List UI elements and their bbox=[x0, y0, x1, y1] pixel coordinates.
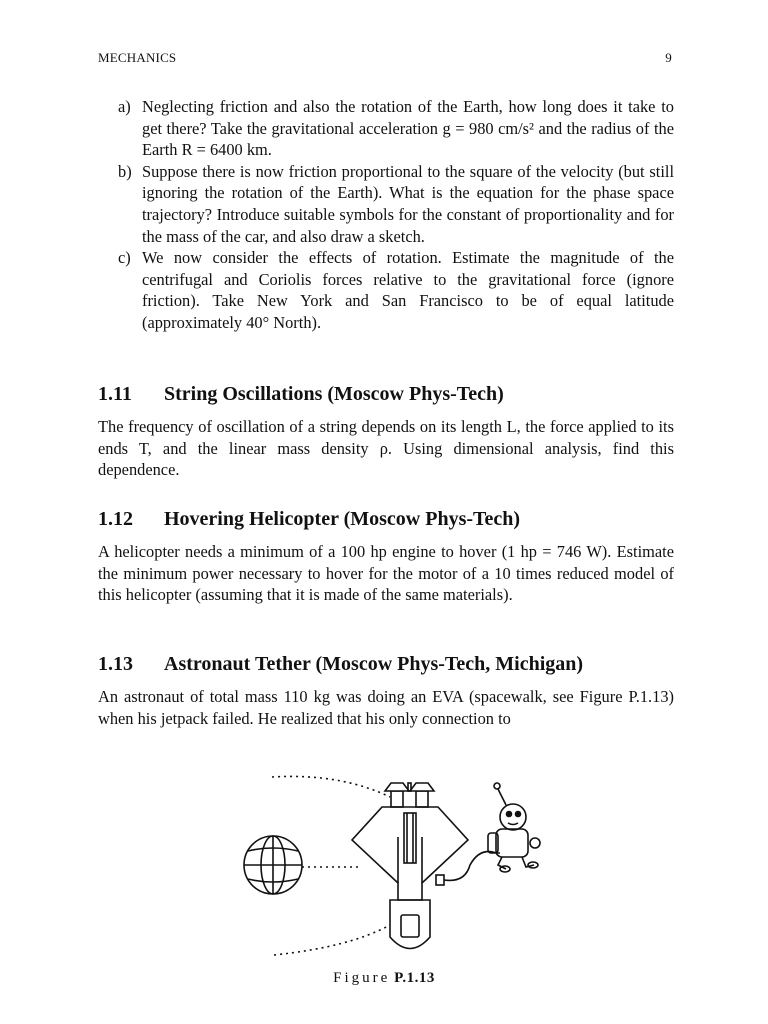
caption-label: Figure bbox=[333, 970, 391, 986]
section-number: 1.12 bbox=[98, 508, 133, 530]
section-1-11 bbox=[98, 380, 674, 481]
section-number: 1.13 bbox=[98, 653, 133, 675]
question-label: b) bbox=[118, 161, 132, 181]
figure-astronaut-tether bbox=[200, 765, 620, 965]
question-text: Neglecting friction and also the rotation of the Earth, how long does it take to get there? Take the gravitational acceleration g = 980 cm/s² and the radius of the Earth R = 6400 km. bbox=[142, 97, 674, 160]
section-body: The frequency of oscillation of a string depends on its length L, the force applied to its ends T, and the linear mass density ρ. Using dimensional analysis, find this dependence. bbox=[98, 417, 674, 480]
section-number: 1.11 bbox=[98, 383, 132, 405]
section-1-13 bbox=[98, 650, 674, 729]
running-head bbox=[98, 50, 672, 66]
question-text: Suppose there is now friction proportional to the square of the velocity (but still ignoring the rotation of the Earth). What is the equation for the phase space trajectory? Introduce suitable symbols for the constant of proportionality and for the mass of the car, and also draw a sketch. bbox=[142, 161, 674, 246]
section-heading bbox=[98, 380, 674, 408]
question-text: We now consider the effects of rotation. Estimate the magnitude of the centrifugal and Coriolis forces relative to the gravitational force (ignore friction). Take New York and San Francisco to be of equal latitude (approximately 40° North). bbox=[142, 248, 674, 332]
earth-globe-icon bbox=[244, 836, 302, 894]
section-body: An astronaut of total mass 110 kg was doing an EVA (spacewalk, see Figure P.1.13) when his jetpack failed. He realized that his only connection to bbox=[98, 687, 674, 728]
astronaut-icon bbox=[488, 783, 540, 872]
running-head-title: MECHANICS bbox=[98, 50, 177, 65]
question-item-a bbox=[100, 96, 674, 161]
orbit-path bbox=[274, 925, 390, 955]
section-heading bbox=[98, 505, 674, 533]
section-body: A helicopter needs a minimum of a 100 hp engine to hover (1 hp = 746 W). Estimate the minimum power necessary to hover for the motor of a 10 times reduced model of this helicopter (assuming that it is made of the same materials). bbox=[98, 542, 674, 605]
orbit-path bbox=[272, 776, 390, 797]
question-item-c bbox=[100, 247, 674, 333]
tether-line bbox=[444, 852, 500, 881]
spacecraft-icon bbox=[352, 783, 468, 949]
page-number: 9 bbox=[665, 50, 672, 65]
section-title: String Oscillations (Moscow Phys-Tech) bbox=[164, 383, 504, 405]
caption-number: P.1.13 bbox=[394, 970, 435, 986]
section-heading bbox=[98, 650, 674, 678]
section-1-12 bbox=[98, 505, 674, 606]
question-item-b bbox=[100, 161, 674, 247]
section-title: Astronaut Tether (Moscow Phys-Tech, Michigan) bbox=[164, 653, 584, 675]
question-label: a) bbox=[118, 97, 131, 116]
question-list bbox=[100, 96, 674, 334]
section-title: Hovering Helicopter (Moscow Phys-Tech) bbox=[164, 508, 521, 530]
question-label: c) bbox=[118, 248, 131, 268]
figure-caption bbox=[0, 970, 768, 987]
